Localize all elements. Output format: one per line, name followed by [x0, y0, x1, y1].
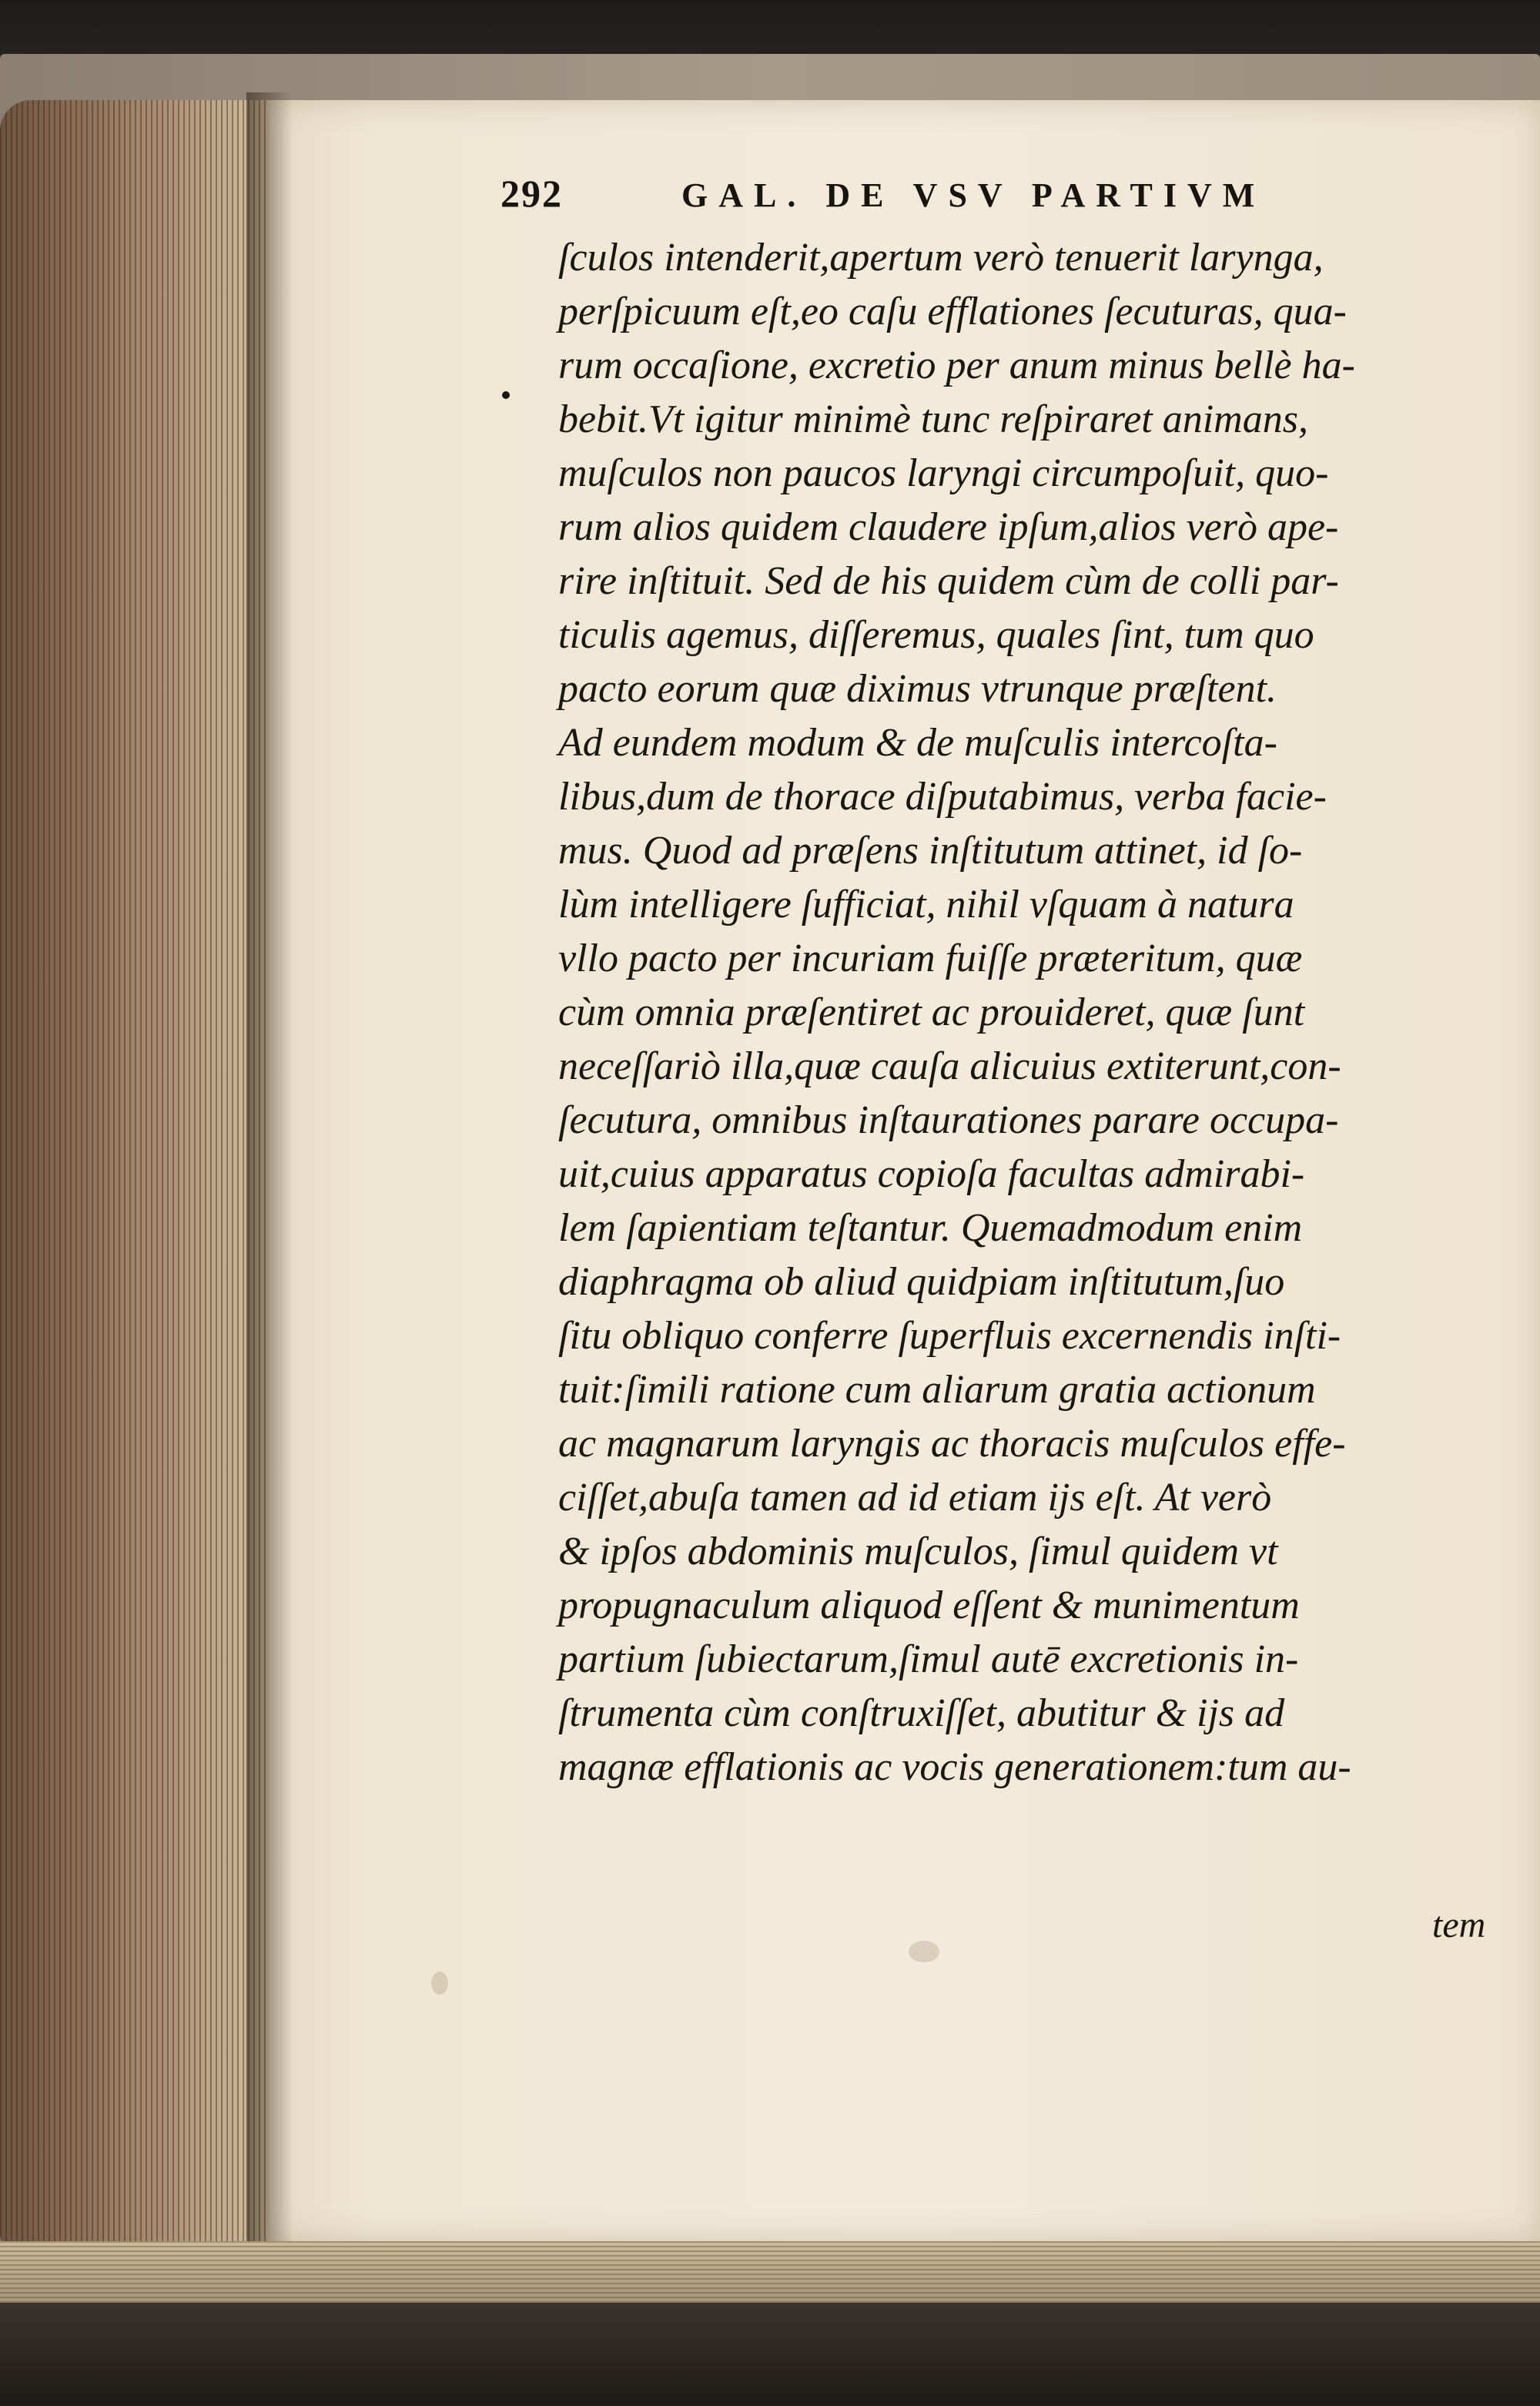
text-line: & ipſos abdominis muſculos, ſimul quidem vt — [558, 1530, 1278, 1573]
text-line: lùm intelligere ſufficiat, nihil vſquam à natura — [558, 883, 1294, 927]
text-line: propugnaculum aliquod eſſent & munimentum — [558, 1583, 1300, 1627]
text-line: partium ſubiectarum,ſimul autē excretionis in- — [558, 1637, 1299, 1681]
running-head — [500, 171, 1502, 225]
text-line: lem ſapientiam teſtantur. Quemadmodum enim — [558, 1206, 1303, 1250]
text-line: muſculos non paucos laryngi circumpoſuit, quo- — [558, 451, 1329, 495]
text-line: magnæ efflationis ac vocis generationem:tum au- — [558, 1745, 1351, 1789]
text-line: cùm omnia præſentiret ac prouideret, quæ ſunt — [558, 990, 1305, 1034]
text-line: bebit.Vt igitur minimè tunc reſpiraret animans, — [558, 397, 1308, 441]
text-line: rum occaſione, excretio per anum minus bellè ha- — [558, 343, 1355, 387]
text-line: uit,cuius apparatus copioſa facultas admirabi- — [558, 1152, 1305, 1196]
page-stain — [909, 1941, 939, 1962]
body-text — [558, 231, 1505, 1794]
bottom-shadow — [0, 2303, 1540, 2406]
gutter-shadow — [246, 92, 293, 2257]
text-line: vllo pacto per incuriam fuiſſe præteritum, quæ — [558, 937, 1303, 980]
text-line: mus. Quod ad præſens inſtitutum attinet, id ſo- — [558, 829, 1303, 873]
text-line: pacto eorum quæ diximus vtrunque præſtent. — [558, 667, 1277, 711]
text-line: perſpicuum eſt,eo caſu efflationes ſecuturas, qua- — [558, 290, 1347, 333]
text-line: ticulis agemus, diſſeremus, quales ſint, tum quo — [558, 613, 1314, 657]
text-line: ac magnarum laryngis ac thoracis muſculos effe- — [558, 1422, 1346, 1466]
page-number: 292 — [500, 172, 563, 215]
text-line: tuit:ſimili ratione cum aliarum gratia actionum — [558, 1368, 1316, 1412]
text-line: ſculos intenderit,apertum verò tenuerit larynga, — [558, 236, 1324, 280]
text-line: rire inſtituit. Sed de his quidem cùm de colli par- — [558, 559, 1339, 603]
text-line: rum alios quidem claudere ipſum,alios verò ape- — [558, 505, 1339, 549]
catchword: tem — [1432, 1905, 1486, 1945]
text-line: libus,dum de thorace diſputabimus, verba facie- — [558, 775, 1327, 819]
page-edges-stack — [0, 100, 277, 2257]
bottom-page-edges — [0, 2241, 1540, 2303]
page-stain — [431, 1972, 448, 1995]
running-title: GAL. DE VSV PARTIVM — [681, 176, 1266, 214]
text-line: ſitu obliquo conferre ſuperfluis excernendis inſti- — [558, 1314, 1341, 1358]
text-line: diaphragma ob aliud quidpiam inſtitutum,ſuo — [558, 1260, 1285, 1304]
margin-mark — [502, 391, 510, 399]
text-line: Ad eundem modum & de muſculis intercoſta- — [558, 721, 1277, 765]
text-line: ſtrumenta cùm conſtruxiſſet, abutitur & ijs ad — [558, 1691, 1285, 1735]
text-line: neceſſariò illa,quæ cauſa alicuius extiterunt,con- — [558, 1044, 1341, 1088]
text-line: ſecutura, omnibus inſtaurationes parare occupa- — [558, 1098, 1339, 1142]
text-line: ciſſet,abuſa tamen ad id etiam ijs eſt. At verò — [558, 1476, 1272, 1520]
